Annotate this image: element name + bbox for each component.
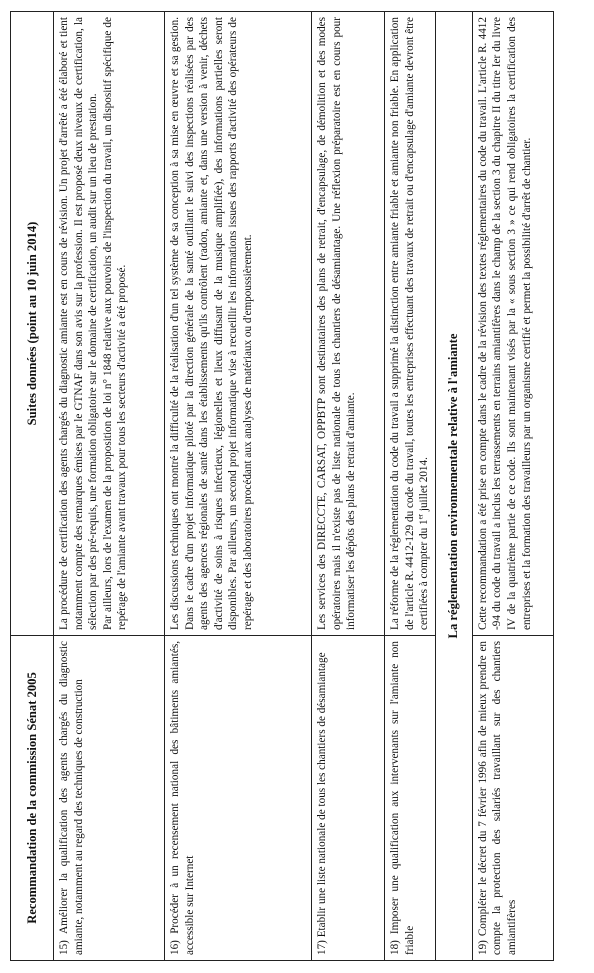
table-row (54, 12, 165, 961)
header-follow-up: Suites données (point au 10 juin 2014) (11, 12, 54, 636)
section-heading-row (435, 12, 472, 961)
ordinal-superscript: er (416, 513, 425, 520)
table-header-row (11, 12, 54, 961)
header-recommendation: Recommandation de la commission Sénat 2005 (11, 636, 54, 961)
recommendation-cell: 17) Etablir une liste nationale de tous les chantiers de désamiantage (312, 636, 385, 961)
follow-up-cell (54, 12, 165, 636)
table-row (472, 12, 553, 961)
follow-up-paragraph: La procédure de certification des agents chargés du diagnostic amiante est en cours de révision. Un projet d'arrêté a été élaboré et tient notamment compte des remarques émises par le GTNAF dans son avis sur la profession. Il est proposé deux niveaux de certification, la sélection par des pré-requis, une formation obligatoire sur le domaine de certification, un audit sur un lieu de prestation. (58, 17, 100, 630)
follow-up-cell: Cette recommandation a été prise en compte dans le cadre de la révision des textes réglementaires du code du travail. L'article R. 4412 -94 du code du travail a inclus les terrassements en terrains amiantifères dans le champ de la section 3 du chapitre II du titre Ier du livre IV de la quatrième partie de ce code. Ils sont maintenant visés par la « sous section 3 » ce qui rend obligatoires la certification des entreprises et la formation des travailleurs par un organisme certifié et permet la possibilité d'arrêt de chantier. (472, 12, 553, 636)
recommendation-cell: 18) Imposer une qualification aux intervenants sur l'amiante non friable (385, 636, 436, 961)
follow-up-cell (165, 12, 312, 636)
follow-up-text: La réforme de la réglementation du code du travail a supprimé la distinction entre amiante friable et amiante non friable. En application de l'article R. 4412-129 du code du travail, toutes les entreprises effectuant des travaux de retrait ou d'encapsulage d'amiante devront être certifiées à compter du 1 (389, 17, 431, 630)
recommendations-table (10, 11, 554, 961)
recommendation-cell: 15) Améliorer la qualification des agents chargés du diagnostic amiante, notamment au regard des techniques de construction (54, 636, 165, 961)
follow-up-paragraph (388, 17, 432, 630)
section-heading: La réglementation environnementale relative à l'amiante (435, 12, 472, 961)
recommendation-cell: 16) Procéder à un recensement national des bâtiments amiantés, accessible sur Internet (165, 636, 312, 961)
follow-up-paragraph: Les services des DIRECCTE, CARSAT, OPPBTP sont destinataires des plans de retrait, d'encapsulage, de démolition et des modes opératoires mais il n'existe pas de liste nationale de tous les chantiers de désamiantage. Une réflexion préparatoire est en cours pour informatiser les dépôts des plans de retrait d'amiante. (316, 17, 358, 630)
table-row (312, 12, 385, 961)
follow-up-text-end: juillet 2014. (418, 457, 431, 514)
table-row (165, 12, 312, 961)
follow-up-paragraph: Par ailleurs, lors de l'examen de la proposition de loi n° 1848 relative aux pouvoirs de l'inspection du travail, un dispositif spécifique de repérage de l'amiante avant travaux pour tous les secteurs d'activité a été proposé. (101, 17, 129, 630)
follow-up-paragraph: Les discussions techniques ont montré la difficulté de la réalisation d'un tel système de sa conception à sa mise en œuvre et sa gestion. Dans le cadre d'un projet informatique piloté par la direction générale de la santé outillant le suivi des inspections réalisées par des agents des agences régionales de santé dans les établissements qu'ils contrôlent (radon, amiante et, dans une version à venir, déchets d'activité de soins à risques infectieux, légionelles et lieux diffusant de la musique amplifiée), des informations partielles seront disponibles. Par ailleurs, un second projet informatique vise à recueillir les informations issues des rapports d'activité des opérateurs de repérage et des laboratoires procédant aux analyses de matériaux ou d'empoussièrement. (169, 17, 254, 630)
follow-up-cell (385, 12, 436, 636)
follow-up-cell (312, 12, 385, 636)
recommendation-cell: 19) Compléter le décret du 7 février 1996 afin de mieux prendre en compte la protection des salariés travaillant sur des chantiers amiantifères (472, 636, 553, 961)
table-row (385, 12, 436, 961)
